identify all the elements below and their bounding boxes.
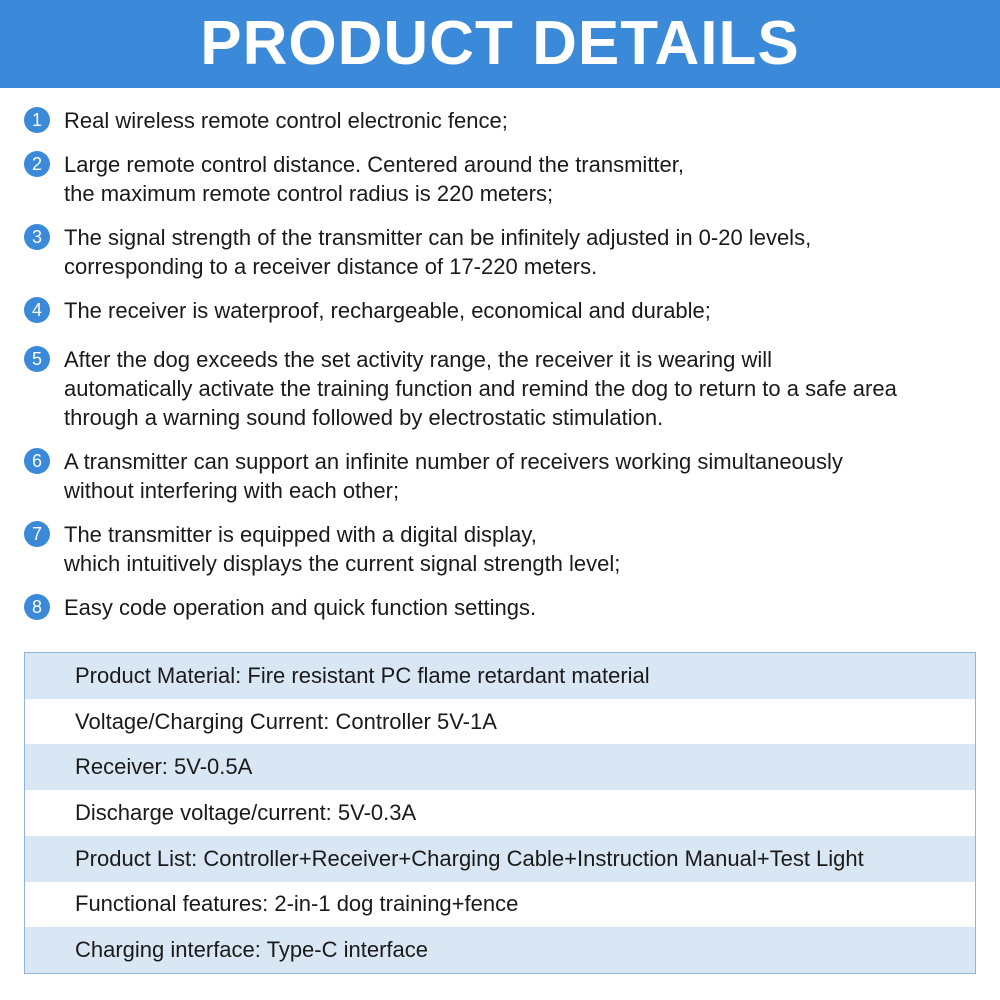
feature-item xyxy=(24,345,984,432)
number-badge-icon: 5 xyxy=(24,346,50,372)
feature-item xyxy=(24,447,984,505)
feature-text xyxy=(64,447,984,505)
feature-text xyxy=(64,593,984,622)
feature-item xyxy=(24,150,984,208)
feature-line: Large remote control distance. Centered around the transmitter, xyxy=(64,152,685,177)
feature-item xyxy=(24,106,984,135)
number-badge-icon: 6 xyxy=(24,448,50,474)
feature-line: the maximum remote control radius is 220 meters; xyxy=(64,181,554,206)
feature-line: Easy code operation and quick function settings. xyxy=(64,595,537,620)
feature-item xyxy=(24,593,984,622)
spec-row-charging-interface: Charging interface: Type-C interface xyxy=(25,927,975,973)
feature-text xyxy=(64,223,984,281)
feature-line: After the dog exceeds the set activity range, the receiver it is wearing will xyxy=(64,347,773,372)
feature-line: Real wireless remote control electronic fence; xyxy=(64,108,508,133)
feature-list xyxy=(24,106,984,622)
feature-line: without interfering with each other; xyxy=(64,478,400,503)
feature-text xyxy=(64,296,984,325)
number-badge-icon: 4 xyxy=(24,297,50,323)
spec-row-charging-current: Voltage/Charging Current: Controller 5V-1A xyxy=(25,699,975,745)
feature-item xyxy=(24,520,984,578)
spec-row-discharge: Discharge voltage/current: 5V-0.3A xyxy=(25,790,975,836)
feature-line: The signal strength of the transmitter can be infinitely adjusted in 0-20 levels, xyxy=(64,225,812,250)
feature-line: corresponding to a receiver distance of 17-220 meters. xyxy=(64,254,598,279)
spec-row-receiver: Receiver: 5V-0.5A xyxy=(25,744,975,790)
spec-row-product-list: Product List: Controller+Receiver+Charging Cable+Instruction Manual+Test Light xyxy=(25,836,975,882)
feature-text xyxy=(64,520,984,578)
feature-text xyxy=(64,345,984,432)
spec-table xyxy=(24,652,976,974)
number-badge-icon: 1 xyxy=(24,107,50,133)
number-badge-icon: 8 xyxy=(24,594,50,620)
spec-row-functional-features: Functional features: 2-in-1 dog training+fence xyxy=(25,882,975,928)
feature-text xyxy=(64,106,984,135)
number-badge-icon: 7 xyxy=(24,521,50,547)
feature-line: automatically activate the training function and remind the dog to return to a safe area xyxy=(64,376,897,401)
feature-line: The receiver is waterproof, rechargeable, economical and durable; xyxy=(64,298,711,323)
feature-text xyxy=(64,150,984,208)
feature-item xyxy=(24,223,984,281)
feature-line: through a warning sound followed by electrostatic stimulation. xyxy=(64,405,664,430)
feature-line: A transmitter can support an infinite number of receivers working simultaneously xyxy=(64,449,843,474)
page-title: PRODUCT DETAILS xyxy=(200,9,800,78)
feature-item xyxy=(24,296,984,325)
number-badge-icon: 2 xyxy=(24,151,50,177)
feature-line: The transmitter is equipped with a digital display, xyxy=(64,522,537,547)
spec-row-material: Product Material: Fire resistant PC flame retardant material xyxy=(25,653,975,699)
feature-line: which intuitively displays the current signal strength level; xyxy=(64,551,621,576)
number-badge-icon: 3 xyxy=(24,224,50,250)
header-banner xyxy=(0,0,1000,88)
